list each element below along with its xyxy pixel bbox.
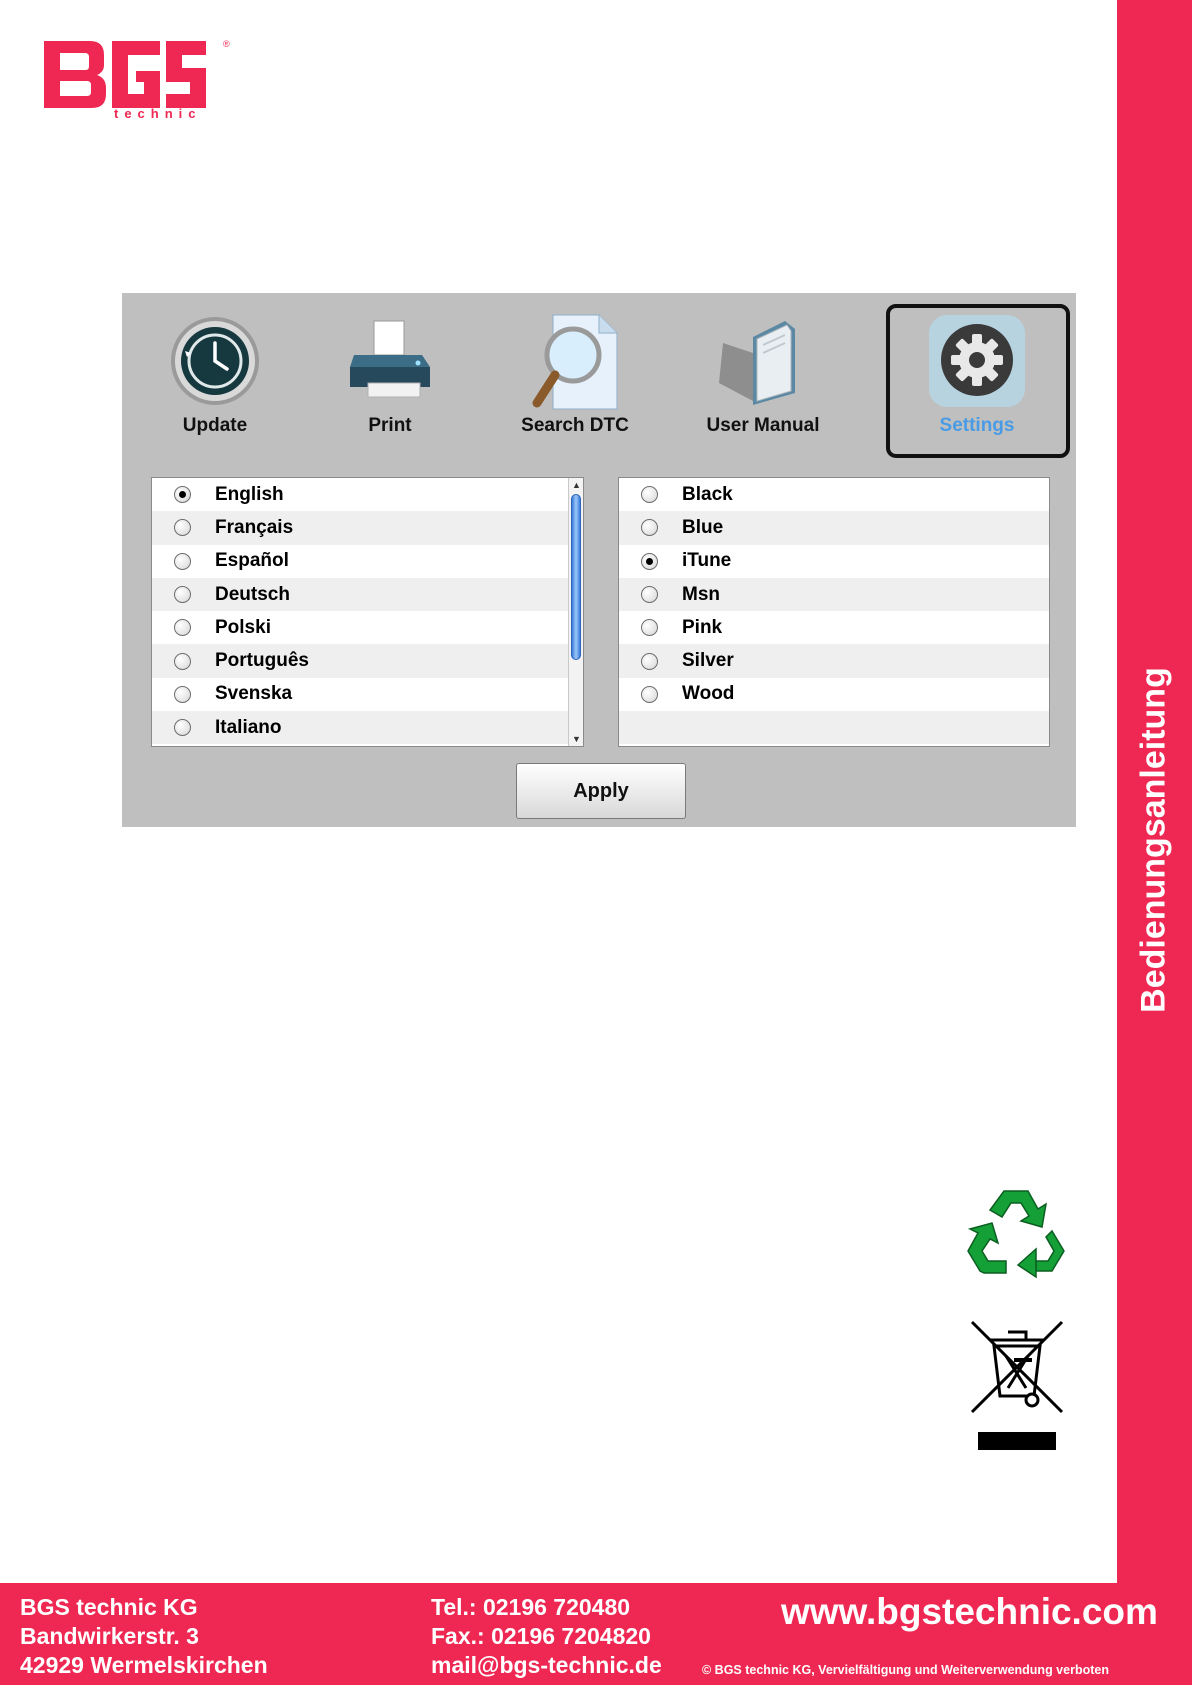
list-item[interactable] [619, 545, 1049, 578]
apply-button[interactable]: Apply [516, 763, 686, 819]
list-item-label: Silver [682, 650, 734, 672]
radio-button[interactable] [174, 719, 191, 736]
radio-button[interactable] [174, 586, 191, 603]
radio-button[interactable] [174, 519, 191, 536]
tool-search-dtc-label: Search DTC [521, 415, 629, 436]
list-item-label: Msn [682, 583, 720, 605]
svg-text:technic: technic [114, 106, 202, 120]
tool-settings[interactable] [902, 313, 1052, 441]
tool-print-label: Print [368, 415, 412, 436]
list-item-label: Italiano [215, 716, 282, 738]
list-item-label: iTune [682, 550, 732, 572]
footer-fax: Fax.: 02196 7204820 [431, 1623, 651, 1649]
list-item[interactable] [152, 611, 583, 644]
weee-bin-icon [968, 1318, 1066, 1454]
tool-print[interactable] [315, 313, 465, 441]
list-item-label: Português [215, 650, 309, 672]
list-item[interactable] [152, 678, 583, 711]
tool-update-label: Update [182, 415, 248, 436]
list-item-label: Español [215, 550, 289, 572]
gear-icon [927, 313, 1027, 413]
list-item[interactable] [619, 678, 1049, 711]
manual-book-icon [713, 313, 813, 413]
update-clock-icon [165, 313, 265, 413]
tool-settings-label: Settings [939, 415, 1015, 436]
list-item[interactable] [619, 578, 1049, 611]
list-item[interactable] [619, 644, 1049, 677]
footer-tel: Tel.: 02196 720480 [431, 1594, 631, 1620]
footer-mail[interactable]: mail@bgs-technic.de [431, 1652, 662, 1678]
list-item-label: Wood [682, 683, 735, 705]
list-item[interactable] [619, 611, 1049, 644]
footer [0, 1583, 1192, 1685]
list-item[interactable] [152, 644, 583, 677]
list-item[interactable] [152, 711, 583, 744]
radio-button[interactable] [641, 519, 658, 536]
recycle-icon [966, 1185, 1066, 1280]
radio-button[interactable] [641, 686, 658, 703]
list-item-label: Français [215, 516, 294, 538]
tool-user-manual-label: User Manual [706, 415, 820, 436]
footer-contact [431, 1593, 662, 1680]
footer-website[interactable]: www.bgstechnic.com [781, 1591, 1158, 1632]
side-title: Bedienungsanleitung [1134, 667, 1173, 1013]
tool-search-dtc[interactable] [500, 313, 650, 441]
list-item-label: Pink [682, 616, 723, 638]
radio-button[interactable] [641, 553, 658, 570]
footer-address [20, 1593, 268, 1680]
list-item-label: Svenska [215, 683, 293, 705]
list-item[interactable] [619, 511, 1049, 544]
radio-button[interactable] [641, 619, 658, 636]
language-scrollbar[interactable] [568, 478, 583, 746]
list-item[interactable] [619, 478, 1049, 511]
bgs-logo [42, 38, 232, 120]
list-item-label: Black [682, 483, 733, 505]
radio-button[interactable] [174, 619, 191, 636]
scroll-up-arrow-icon[interactable]: ▲ [572, 480, 581, 490]
radio-button[interactable] [174, 653, 191, 670]
scroll-thumb[interactable] [571, 494, 581, 660]
tool-update[interactable] [140, 313, 290, 441]
list-item-label: Polski [215, 616, 271, 638]
list-item[interactable] [152, 511, 583, 544]
radio-button[interactable] [174, 553, 191, 570]
svg-text:®: ® [223, 39, 230, 49]
settings-screen [122, 293, 1076, 827]
footer-street: Bandwirkerstr. 3 [20, 1623, 199, 1649]
tool-user-manual[interactable] [688, 313, 838, 441]
list-item-label: English [215, 483, 284, 505]
list-item[interactable] [152, 578, 583, 611]
radio-button[interactable] [174, 686, 191, 703]
list-item-empty [619, 711, 1049, 744]
printer-icon [340, 313, 440, 413]
radio-button[interactable] [641, 653, 658, 670]
list-item-label: Deutsch [215, 583, 290, 605]
footer-copyright: © BGS technic KG, Vervielfältigung und Weiterverwendung verboten [702, 1663, 1109, 1677]
radio-button[interactable] [641, 586, 658, 603]
list-item[interactable] [152, 478, 583, 511]
magnifier-document-icon [525, 313, 625, 413]
radio-button[interactable] [641, 486, 658, 503]
language-list[interactable] [151, 477, 584, 747]
radio-button[interactable] [174, 486, 191, 503]
theme-list[interactable] [618, 477, 1050, 747]
footer-city: 42929 Wermelskirchen [20, 1652, 268, 1678]
list-item-label: Blue [682, 516, 724, 538]
scroll-down-arrow-icon[interactable]: ▼ [572, 734, 581, 744]
footer-company: BGS technic KG [20, 1594, 198, 1620]
list-item[interactable] [152, 545, 583, 578]
